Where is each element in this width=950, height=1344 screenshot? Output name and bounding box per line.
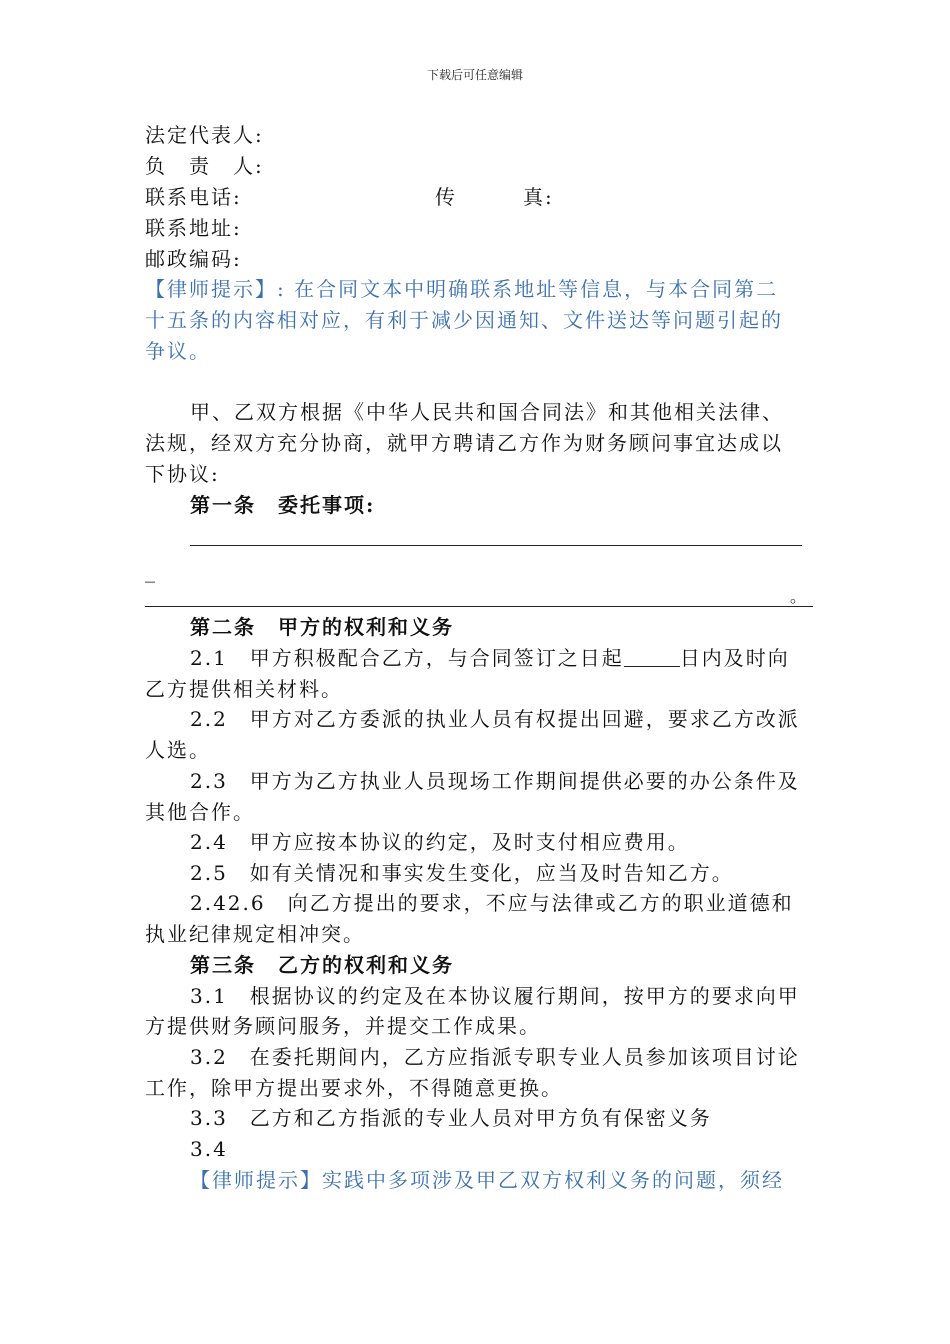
clause-2-3-line-2: 其他合作。 — [145, 800, 255, 824]
clause-3-1-line-1: 3.1 根据协议的约定及在本协议履行期间，按甲方的要求向甲 — [190, 984, 800, 1008]
article-1-blank-line-2 — [145, 606, 813, 607]
clause-3-1-line-2: 方提供财务顾问服务，并提交工作成果。 — [145, 1014, 541, 1038]
intro-line-3: 下协议: — [145, 462, 220, 486]
clause-2-1-text-before: 2.1 甲方积极配合乙方，与合同签订之日起 — [190, 646, 624, 670]
clause-2-4: 2.4 甲方应按本协议的约定，及时支付相应费用。 — [190, 830, 690, 854]
clause-3-2-line-1: 3.2 在委托期间内，乙方应指派专职专业人员参加该项目讨论 — [190, 1045, 800, 1069]
days-blank — [624, 644, 680, 667]
intro-line-2: 法规，经双方充分协商，就甲方聘请乙方作为财务顾问事宜达成以 — [145, 431, 783, 455]
clause-3-3: 3.3 乙方和乙方指派的专业人员对甲方负有保密义务 — [190, 1106, 712, 1130]
clause-2-5: 2.5 如有关情况和事实发生变化，应当及时告知乙方。 — [190, 861, 734, 885]
page-header: 下载后可任意编辑 — [426, 68, 523, 82]
article-1-period: 。 — [790, 587, 809, 606]
clause-2-2-line-2: 人选。 — [145, 738, 211, 762]
article-1-dash: _ — [145, 559, 157, 583]
article-2-title: 第二条 甲方的权利和义务 — [190, 615, 454, 639]
clause-2-3-line-1: 2.3 甲方为乙方执业人员现场工作期间提供必要的办公条件及 — [190, 769, 800, 793]
clause-2-1-line-2: 乙方提供相关材料。 — [145, 677, 343, 701]
lawyer-tip-2-line-1: 【律师提示】实践中多项涉及甲乙双方权利义务的问题，须经 — [190, 1168, 784, 1192]
postal-label: 邮政编码: — [145, 247, 242, 271]
person-in-charge-label: 负 责 人: — [145, 154, 264, 178]
clause-2-6-line-2: 执业纪律规定相冲突。 — [145, 922, 365, 946]
lawyer-tip-1-line-3: 争议。 — [145, 339, 211, 363]
clause-2-1-text-after: 日内及时向 — [679, 646, 790, 670]
lawyer-tip-1-line-1: 【律师提示】: 在合同文本中明确联系地址等信息，与本合同第二 — [145, 277, 779, 301]
lawyer-tip-1-line-2: 十五条的内容相对应，有利于减少因通知、文件送达等问题引起的 — [145, 308, 783, 332]
article-1-blank-line-1 — [190, 545, 802, 546]
article-1-title: 第一条 委托事项: — [190, 493, 376, 517]
address-label: 联系地址: — [145, 216, 242, 240]
legal-rep-label: 法定代表人: — [145, 123, 264, 147]
fax-label: 传 真: — [435, 185, 554, 209]
intro-line-1: 甲、乙双方根据《中华人民共和国合同法》和其他相关法律、 — [190, 400, 784, 424]
clause-2-1-line-1 — [190, 643, 790, 673]
clause-2-2-line-1: 2.2 甲方对乙方委派的执业人员有权提出回避，要求乙方改派 — [190, 707, 800, 731]
phone-label: 联系电话: — [145, 185, 242, 209]
clause-2-6-line-1: 2.42.6 向乙方提出的要求，不应与法律或乙方的职业道德和 — [190, 891, 794, 915]
clause-3-2-line-2: 工作，除甲方提出要求外，不得随意更换。 — [145, 1076, 563, 1100]
clause-3-4: 3.4 — [190, 1137, 228, 1161]
article-3-title: 第三条 乙方的权利和义务 — [190, 953, 454, 977]
